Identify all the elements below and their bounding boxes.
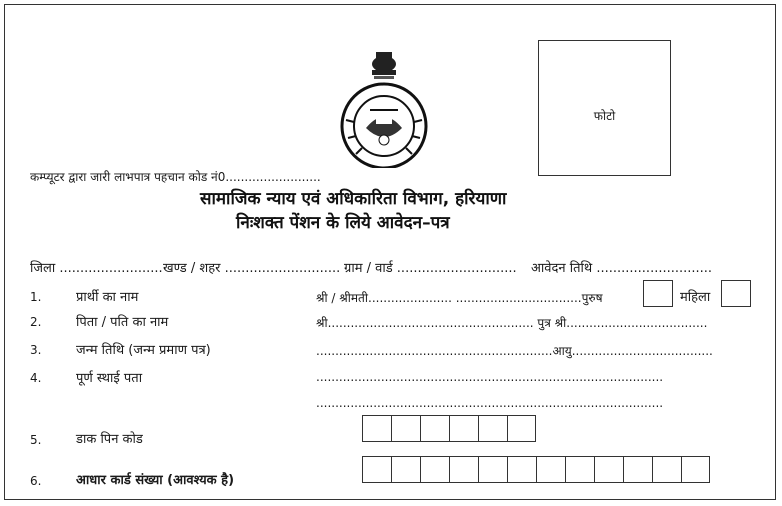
male-checkbox[interactable] (643, 280, 673, 307)
father-husband-name-label: पिता / पति का नाम (76, 315, 169, 330)
application-date-field[interactable]: आवेदन तिथि ............................ (531, 261, 713, 276)
address-line-1-field[interactable]: ........................................................................................... (316, 370, 664, 384)
haryana-state-emblem-icon (336, 50, 432, 168)
pin-digit-box[interactable] (420, 415, 449, 442)
form-title: निःशक्त पेंशन के लिये आवेदन–पत्र (236, 213, 450, 233)
aadhaar-digit-box[interactable] (507, 456, 536, 483)
pin-digit-box[interactable] (478, 415, 507, 442)
aadhaar-digit-box[interactable] (565, 456, 594, 483)
field-number-4: 4. (30, 371, 42, 385)
photo-label: फोटो (593, 109, 616, 123)
pin-code-boxes[interactable] (362, 415, 536, 442)
field-number-5: 5. (30, 433, 42, 447)
beneficiary-code-line: कम्प्यूटर द्वारा जारी लाभपात्र पहचान कोड नं0......................... (30, 170, 321, 184)
aadhaar-digit-box[interactable] (623, 456, 652, 483)
block-city-field[interactable]: खण्ड / शहर ............................ (163, 261, 341, 276)
department-title: सामाजिक न्याय एवं अधिकारिता विभाग, हरियाणा (200, 189, 507, 209)
field-number-1: 1. (30, 290, 42, 304)
birth-date-label: जन्म तिथि (जन्म प्रमाण पत्र) (76, 343, 211, 358)
pin-digit-box[interactable] (449, 415, 478, 442)
pin-digit-box[interactable] (362, 415, 391, 442)
aadhaar-digit-box[interactable] (478, 456, 507, 483)
aadhaar-digit-box[interactable] (536, 456, 565, 483)
district-field[interactable]: जिला ......................... (30, 261, 163, 276)
pin-digit-box[interactable] (391, 415, 420, 442)
aadhaar-digit-box[interactable] (449, 456, 478, 483)
female-label: महिला (680, 290, 711, 305)
aadhaar-digit-box[interactable] (594, 456, 623, 483)
aadhaar-number-label: आधार कार्ड संख्या (आवश्यक है) (76, 473, 235, 488)
applicant-name-label: प्रार्थी का नाम (76, 290, 139, 305)
female-checkbox[interactable] (721, 280, 751, 307)
aadhaar-digit-box[interactable] (391, 456, 420, 483)
aadhaar-digit-box[interactable] (652, 456, 681, 483)
pin-code-label: डाक पिन कोड (76, 432, 143, 447)
permanent-address-label: पूर्ण स्थाई पता (76, 371, 143, 386)
field-number-3: 3. (30, 343, 42, 357)
photo-box (538, 40, 671, 176)
birth-date-age-field[interactable]: ..............................................................आयु..................................... (316, 344, 713, 358)
field-number-2: 2. (30, 315, 42, 329)
aadhaar-digit-box[interactable] (362, 456, 391, 483)
applicant-name-field[interactable]: श्री / श्रीमती...................... .................................पुरुष (316, 291, 603, 305)
village-ward-field[interactable]: ग्राम / वार्ड ............................. (344, 261, 517, 276)
address-line-2-field[interactable]: ........................................................................................... (316, 396, 664, 410)
aadhaar-digit-box[interactable] (681, 456, 710, 483)
aadhaar-number-boxes[interactable] (362, 456, 710, 483)
pin-digit-box[interactable] (507, 415, 536, 442)
field-number-6: 6. (30, 474, 42, 488)
aadhaar-digit-box[interactable] (420, 456, 449, 483)
father-husband-name-field[interactable]: श्री...................................................... पुत्र श्री..................................... (316, 316, 708, 330)
